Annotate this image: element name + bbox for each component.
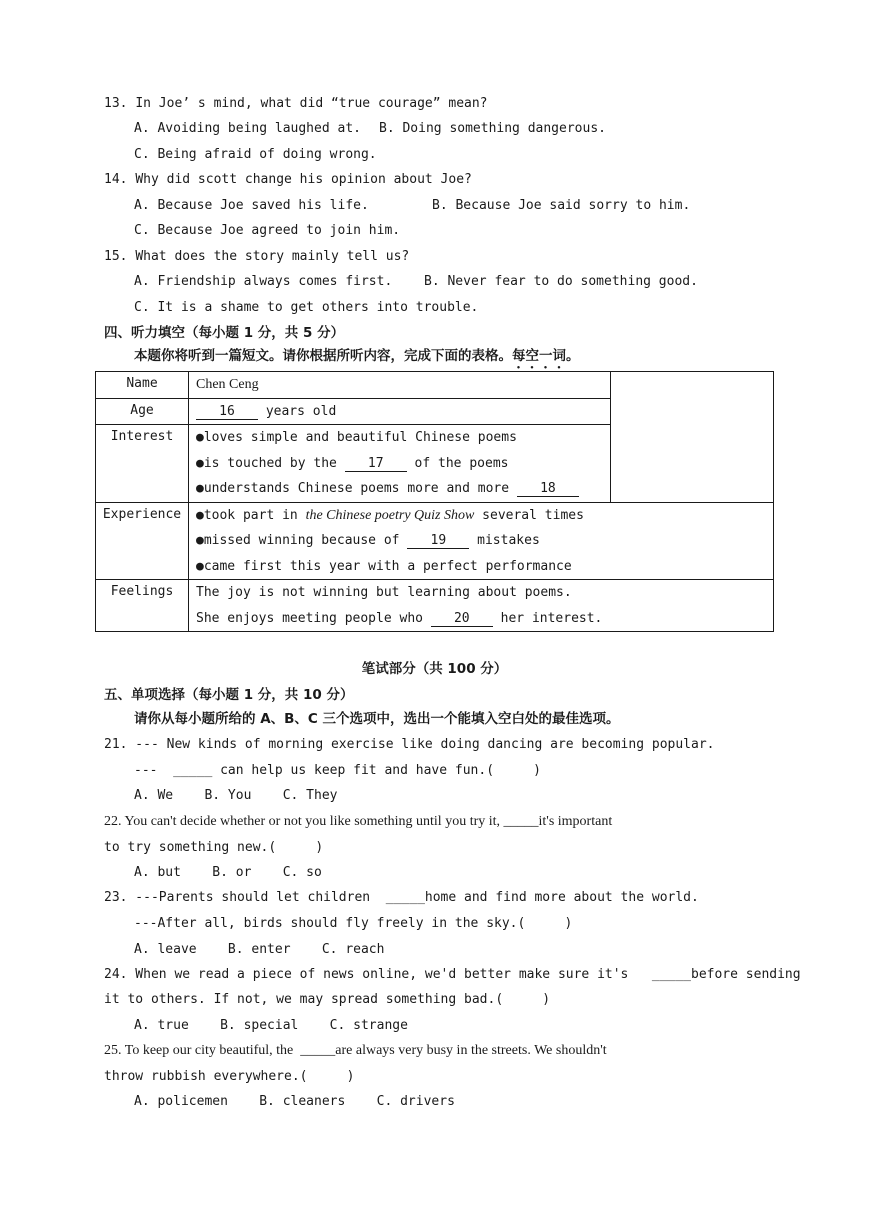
question-15-option-b: B. Never fear to do something good. [424,274,698,289]
interest-line-1: ●loves simple and beautiful Chinese poems [196,430,517,445]
section-4-title: 四、听力填空（每小题 1 分，共 5 分） [104,325,345,341]
dotted-emphasis: 每空一词 [512,348,566,364]
question-25-options: A. policemen B. cleaners C. drivers [134,1094,455,1109]
show-title: the Chinese poetry Quiz Show [305,507,475,523]
question-24-line-2: it to others. If not, we may spread something bad.( ) [104,992,551,1007]
question-13-stem: 13. In Joe’ s mind, what did “true courage” mean? [104,96,488,111]
feelings-line-2: She enjoys meeting people who 20 her interest. [196,610,603,626]
blank-19[interactable]: 19 [407,533,469,549]
written-part-title: 笔试部分（共 100 分） [361,661,508,677]
experience-label: Experience [96,502,189,580]
question-15-option-c: C. It is a shame to get others into trouble. [134,300,479,315]
age-cell: 16 years old [189,398,611,425]
question-23-options: A. leave B. enter C. reach [134,942,385,957]
blank-18[interactable]: 18 [517,481,579,497]
question-14-option-c: C. Because Joe agreed to join him. [134,223,401,238]
question-15-option-a: A. Friendship always comes first. [134,274,393,289]
question-23-line-2: ---After all, birds should fly freely in the sky.( ) [134,916,573,931]
experience-line-2: ●missed winning because of 19 mistakes [196,533,540,548]
blank-17[interactable]: 17 [345,456,407,472]
age-label: Age [96,398,189,425]
name-label: Name [96,372,189,399]
experience-line-1: ●took part in the Chinese poetry Quiz Show several times [196,507,584,523]
experience-cell [189,502,774,580]
interest-line-3: ●understands Chinese poems more and more 18 [189,476,610,502]
question-22-options: A. but B. or C. so [134,865,322,880]
feelings-label: Feelings [96,580,189,632]
section-4-instruction: 本题你将听到一篇短文。请你根据所听内容，完成下面的表格。每空一词。 [134,348,580,364]
interest-line-2: ●is touched by the 17 of the poems [196,455,509,471]
experience-line-3: ●came first this year with a perfect performance [196,558,572,574]
question-23-line-1: 23. ---Parents should let children _____home and find more about the world. [104,890,699,905]
question-15-stem: 15. What does the story mainly tell us? [104,249,410,264]
question-25-line-1: 25. To keep our city beautiful, the _____are always very busy in the streets. We shouldn't [104,1043,607,1058]
empty-cell [611,372,774,503]
question-13-option-b: B. Doing something dangerous. [379,121,606,136]
blank-20[interactable]: 20 [431,611,493,627]
question-14-option-b: B. Because Joe said sorry to him. [432,198,691,213]
section-5-instruction: 请你从每小题所给的 A、B、C 三个选项中，选出一个能填入空白处的最佳选项。 [134,711,620,727]
question-22-line-1: 22. You can't decide whether or not you like something until you try it, _____it's important [104,814,613,829]
question-25-line-2: throw rubbish everywhere.( ) [104,1069,355,1084]
interest-cell [189,425,611,503]
blank-16[interactable]: 16 [196,404,258,420]
name-value-cell [189,372,611,399]
listening-table [95,371,774,632]
question-21-options: A. We B. You C. They [134,788,338,803]
question-13-option-a: A. Avoiding being laughed at. [134,121,361,136]
question-24-line-1: 24. When we read a piece of news online, we'd better make sure it's _____before sending [104,967,801,982]
question-14-option-a: A. Because Joe saved his life. [134,198,369,213]
question-13-option-c: C. Being afraid of doing wrong. [134,147,377,162]
interest-label: Interest [96,425,189,503]
question-24-options: A. true B. special C. strange [134,1018,408,1033]
feelings-line-1: The joy is not winning but learning about poems. [196,585,572,600]
question-21-line-2: --- _____ can help us keep fit and have fun.( ) [134,763,541,778]
question-22-line-2: to try something new.( ) [104,840,324,855]
question-14-stem: 14. Why did scott change his opinion about Joe? [104,172,472,187]
section-5-title: 五、单项选择（每小题 1 分，共 10 分） [104,687,354,703]
question-21-line-1: 21. --- New kinds of morning exercise like doing dancing are becoming popular. [104,737,715,752]
name-value: Chen Ceng [196,377,259,392]
feelings-cell [189,580,774,632]
